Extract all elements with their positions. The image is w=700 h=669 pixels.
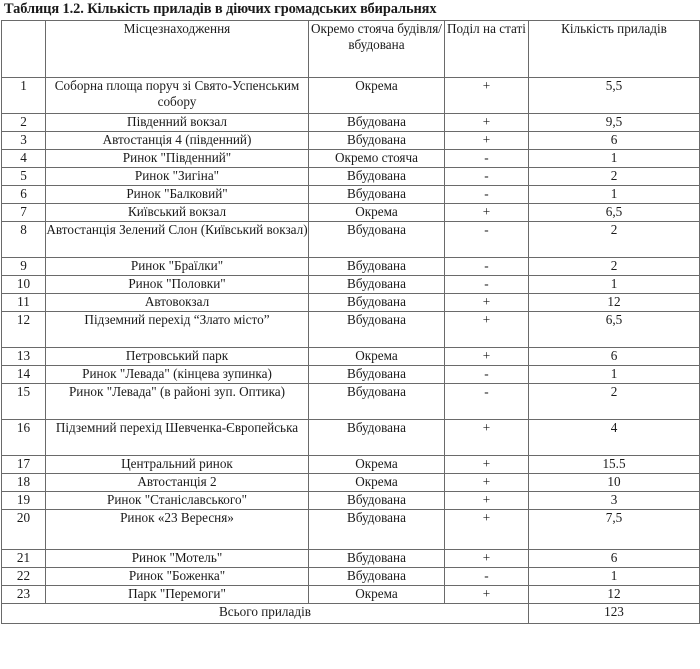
row-count: 4	[529, 420, 700, 456]
row-count: 6	[529, 132, 700, 150]
column-header-appliance-count: Кількість приладів	[529, 21, 700, 78]
row-gender-split: +	[445, 294, 529, 312]
row-location: Ринок "Станіславського"	[46, 492, 309, 510]
row-building-type: Вбудована	[309, 222, 445, 258]
row-count: 6,5	[529, 204, 700, 222]
table-footer	[2, 604, 700, 624]
table-row	[2, 384, 700, 420]
row-number: 3	[2, 132, 46, 150]
row-location: Ринок "Левада" (в районі зуп. Оптика)	[46, 384, 309, 420]
row-count: 6	[529, 550, 700, 568]
row-number: 18	[2, 474, 46, 492]
row-count: 9,5	[529, 114, 700, 132]
table-header-row	[2, 21, 700, 78]
row-number: 17	[2, 456, 46, 474]
row-count: 1	[529, 366, 700, 384]
row-number: 5	[2, 168, 46, 186]
row-count: 6	[529, 348, 700, 366]
row-location: Автостанція 4 (південний)	[46, 132, 309, 150]
row-gender-split: +	[445, 510, 529, 550]
row-number: 13	[2, 348, 46, 366]
table-row	[2, 474, 700, 492]
row-location: Підземний перехід Шевченка-Європейська	[46, 420, 309, 456]
row-location: Парк "Перемоги"	[46, 586, 309, 604]
row-building-type: Окрема	[309, 78, 445, 114]
row-gender-split: +	[445, 348, 529, 366]
row-number: 10	[2, 276, 46, 294]
row-location: Автостанція Зелений Слон (Київський вокзал)	[46, 222, 309, 258]
row-building-type: Вбудована	[309, 384, 445, 420]
row-number: 6	[2, 186, 46, 204]
row-gender-split: -	[445, 222, 529, 258]
row-count: 5,5	[529, 78, 700, 114]
row-count: 2	[529, 222, 700, 258]
column-header-gender-separation: Поділ на статі	[445, 21, 529, 78]
row-gender-split: -	[445, 568, 529, 586]
row-gender-split: -	[445, 384, 529, 420]
row-count: 15.5	[529, 456, 700, 474]
total-label: Всього приладів	[2, 604, 529, 624]
row-gender-split: -	[445, 150, 529, 168]
table-row	[2, 348, 700, 366]
row-count: 12	[529, 294, 700, 312]
row-gender-split: +	[445, 312, 529, 348]
row-number: 1	[2, 78, 46, 114]
table-row	[2, 568, 700, 586]
row-count: 1	[529, 568, 700, 586]
row-gender-split: -	[445, 186, 529, 204]
table-row	[2, 294, 700, 312]
row-location: Ринок "Зигіна"	[46, 168, 309, 186]
table-row	[2, 456, 700, 474]
row-number: 2	[2, 114, 46, 132]
table-row	[2, 550, 700, 568]
total-value: 123	[529, 604, 700, 624]
row-count: 7,5	[529, 510, 700, 550]
total-row	[2, 604, 700, 624]
table-row	[2, 150, 700, 168]
column-header-number	[2, 21, 46, 78]
row-location: Ринок «23 Вересня»	[46, 510, 309, 550]
row-gender-split: +	[445, 586, 529, 604]
row-building-type: Вбудована	[309, 510, 445, 550]
row-count: 2	[529, 384, 700, 420]
page-title: Таблиця 1.2. Кількість приладів в діючих громадських вбиральнях	[4, 1, 437, 17]
row-number: 22	[2, 568, 46, 586]
row-location: Автостанція 2	[46, 474, 309, 492]
row-number: 21	[2, 550, 46, 568]
row-number: 16	[2, 420, 46, 456]
row-number: 15	[2, 384, 46, 420]
row-number: 12	[2, 312, 46, 348]
row-number: 11	[2, 294, 46, 312]
table-row	[2, 276, 700, 294]
table-row	[2, 492, 700, 510]
row-building-type: Вбудована	[309, 294, 445, 312]
row-building-type: Вбудована	[309, 312, 445, 348]
row-location: Ринок "Браїлки"	[46, 258, 309, 276]
row-count: 10	[529, 474, 700, 492]
row-number: 8	[2, 222, 46, 258]
row-building-type: Вбудована	[309, 132, 445, 150]
row-location: Південний вокзал	[46, 114, 309, 132]
row-location: Підземний перехід “Злато місто”	[46, 312, 309, 348]
row-building-type: Вбудована	[309, 276, 445, 294]
row-number: 4	[2, 150, 46, 168]
row-location: Київський вокзал	[46, 204, 309, 222]
row-building-type: Вбудована	[309, 114, 445, 132]
table-row	[2, 222, 700, 258]
row-count: 1	[529, 276, 700, 294]
row-gender-split: +	[445, 550, 529, 568]
row-count: 2	[529, 168, 700, 186]
table-row	[2, 258, 700, 276]
table-row	[2, 586, 700, 604]
row-gender-split: -	[445, 258, 529, 276]
row-location: Автовокзал	[46, 294, 309, 312]
row-building-type: Вбудована	[309, 568, 445, 586]
row-building-type: Окрема	[309, 456, 445, 474]
row-location: Центральний ринок	[46, 456, 309, 474]
row-building-type: Вбудована	[309, 492, 445, 510]
row-gender-split: +	[445, 132, 529, 150]
row-building-type: Окрема	[309, 348, 445, 366]
row-count: 12	[529, 586, 700, 604]
row-gender-split: +	[445, 456, 529, 474]
appliance-count-table	[1, 20, 700, 624]
row-location: Ринок "Половки"	[46, 276, 309, 294]
row-building-type: Вбудована	[309, 420, 445, 456]
row-gender-split: +	[445, 204, 529, 222]
table-row	[2, 510, 700, 550]
row-gender-split: +	[445, 420, 529, 456]
table-row	[2, 78, 700, 114]
row-count: 1	[529, 150, 700, 168]
row-count: 3	[529, 492, 700, 510]
row-count: 1	[529, 186, 700, 204]
row-location: Ринок "Південний"	[46, 150, 309, 168]
row-location: Соборна площа поруч зі Свято-Успенським собору	[46, 78, 309, 114]
row-location: Ринок "Левада" (кінцева зупинка)	[46, 366, 309, 384]
row-number: 7	[2, 204, 46, 222]
row-gender-split: +	[445, 78, 529, 114]
row-number: 9	[2, 258, 46, 276]
table-row	[2, 312, 700, 348]
table-header	[2, 21, 700, 78]
row-building-type: Окрема	[309, 474, 445, 492]
row-building-type: Вбудована	[309, 366, 445, 384]
row-building-type: Окремо стояча	[309, 150, 445, 168]
row-building-type: Окрема	[309, 204, 445, 222]
row-count: 6,5	[529, 312, 700, 348]
row-gender-split: +	[445, 474, 529, 492]
row-building-type: Вбудована	[309, 168, 445, 186]
row-location: Ринок "Боженка"	[46, 568, 309, 586]
row-gender-split: -	[445, 276, 529, 294]
row-number: 14	[2, 366, 46, 384]
table-row	[2, 114, 700, 132]
row-building-type: Вбудована	[309, 258, 445, 276]
row-count: 2	[529, 258, 700, 276]
row-location: Ринок "Мотель"	[46, 550, 309, 568]
row-building-type: Вбудована	[309, 186, 445, 204]
table-row	[2, 204, 700, 222]
table-row	[2, 420, 700, 456]
row-building-type: Вбудована	[309, 550, 445, 568]
row-location: Петровський парк	[46, 348, 309, 366]
row-gender-split: +	[445, 114, 529, 132]
row-gender-split: -	[445, 168, 529, 186]
table-row	[2, 132, 700, 150]
row-location: Ринок "Балковий"	[46, 186, 309, 204]
table-row	[2, 366, 700, 384]
table-row	[2, 168, 700, 186]
row-gender-split: -	[445, 366, 529, 384]
row-number: 19	[2, 492, 46, 510]
row-gender-split: +	[445, 492, 529, 510]
column-header-building-type: Окремо стояча будівля/вбудована	[309, 21, 445, 78]
table-row	[2, 186, 700, 204]
column-header-location: Місцезнаходження	[46, 21, 309, 78]
table-body	[2, 78, 700, 604]
row-building-type: Окрема	[309, 586, 445, 604]
row-number: 23	[2, 586, 46, 604]
row-number: 20	[2, 510, 46, 550]
